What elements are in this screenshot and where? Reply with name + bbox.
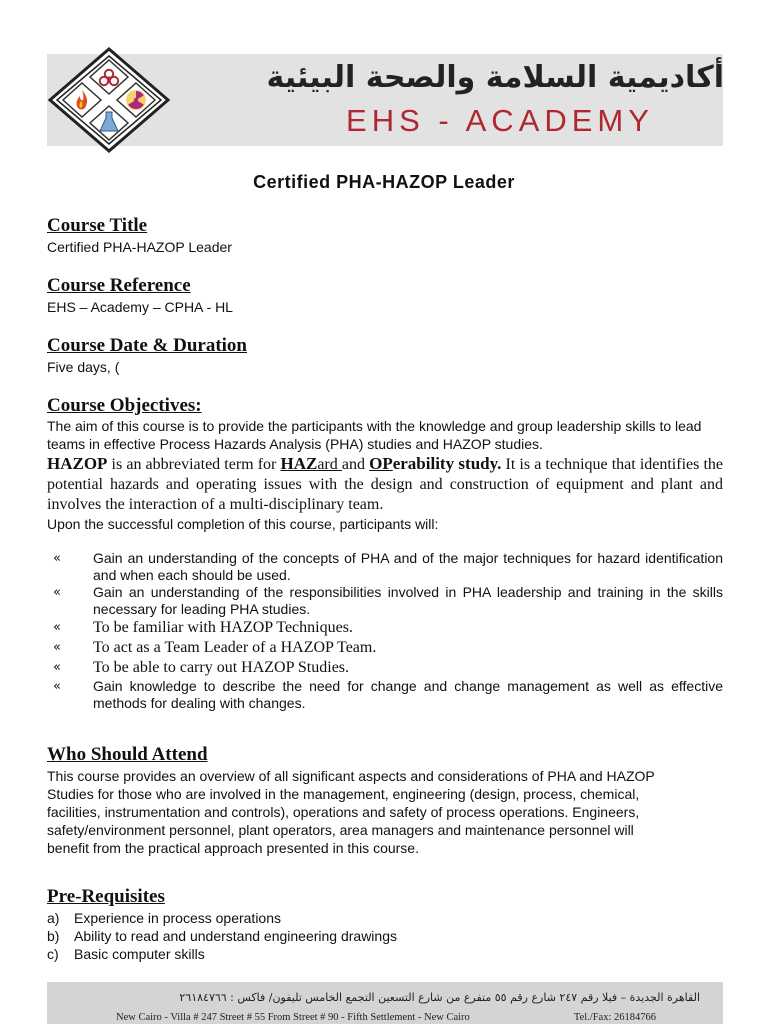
objectives-list <box>47 550 723 712</box>
footer-address: New Cairo - Villa # 247 Street # 55 From Street # 90 - Fifth Settlement - New Cairo <box>116 1012 470 1023</box>
hazop-text-1: is an abbreviated term for <box>107 456 281 473</box>
hazop-op: OP <box>369 454 393 473</box>
attend-line: benefit from the practical approach presented in this course. <box>47 840 419 856</box>
academy-english-name: EHS - ACADEMY <box>346 103 654 138</box>
list-marker: a) <box>47 910 60 926</box>
list-item <box>47 550 723 584</box>
document-title: Certified PHA-HAZOP Leader <box>253 172 515 192</box>
attend-line: This course provides an overview of all significant aspects and considerations of PHA and HAZOP <box>47 768 655 784</box>
hazop-erability: erability study. <box>392 454 502 473</box>
bullet-icon: « <box>53 679 61 694</box>
bullet-icon: « <box>53 640 61 655</box>
footer-phone: Tel./Fax: 26184766 <box>573 1012 656 1023</box>
hazop-term: HAZOP <box>47 454 108 473</box>
bullet-icon: « <box>53 551 61 566</box>
objective-text: To act as a Team Leader of a HAZOP Team. <box>93 639 377 656</box>
objectives-intro: The aim of this course is to provide the participants with the knowledge and group leadership skills to lead teams in effective Process Hazards Analysis (PHA) studies and HAZOP studies. <box>47 418 702 452</box>
list-item <box>47 584 723 618</box>
attend-line: Studies for those who are involved in the management, engineering (design, process, chemical, <box>47 786 640 802</box>
footer-english-address <box>116 1012 656 1023</box>
list-item <box>47 618 723 638</box>
bullet-icon: « <box>53 620 61 635</box>
objective-text: Gain an understanding of the concepts of PHA and of the major techniques for hazard identification and when each should be used. <box>93 550 723 583</box>
list-item <box>47 658 723 678</box>
prerequisites-list <box>47 909 397 963</box>
hazop-definition <box>47 454 723 515</box>
list-item <box>47 678 723 712</box>
attend-line: facilities, instrumentation and controls), operations and safety of process operations. Engineers, <box>47 804 640 820</box>
prerequisites-heading: Pre-Requisites <box>47 886 165 907</box>
list-marker: b) <box>47 928 60 944</box>
course-title-text: Certified PHA-HAZOP Leader <box>47 239 232 255</box>
objective-text: Gain knowledge to describe the need for change and change management as well as effective methods for dealing with changes. <box>93 678 723 711</box>
course-date-heading: Course Date & Duration <box>47 335 248 356</box>
list-item <box>47 638 723 658</box>
hazop-and: and <box>341 456 370 473</box>
attend-line: safety/environment personnel, plant operators, area managers and maintenance personnel will <box>47 822 634 838</box>
course-objectives-heading: Course Objectives: <box>47 395 202 416</box>
prerequisite-text: Ability to read and understand engineering drawings <box>74 928 397 944</box>
hazop-ard: ard <box>317 456 342 473</box>
academy-arabic-name: أكاديمية السلامة والصحة البيئية <box>266 60 724 95</box>
course-title-heading: Course Title <box>47 215 148 236</box>
list-item <box>47 927 397 945</box>
hazop-haz: HAZ <box>280 454 318 473</box>
objective-text: To be familiar with HAZOP Techniques. <box>93 619 353 636</box>
list-item <box>47 945 397 963</box>
who-should-attend-heading: Who Should Attend <box>47 744 208 765</box>
list-marker: c) <box>47 946 59 962</box>
ehs-academy-logo <box>47 46 171 154</box>
objective-text: To be able to carry out HAZOP Studies. <box>93 659 350 676</box>
bullet-icon: « <box>53 660 61 675</box>
list-item <box>47 909 397 927</box>
prerequisite-text: Experience in process operations <box>74 910 282 926</box>
footer-arabic-address: القاهرة الجديدة – فيلا رقم ٢٤٧ شارع رقم ٥٥ متفرع من شارع التسعين التجمع الخامس تليفون/ فاكس : ٢٦١٨٤٧٦٦ <box>179 991 700 1004</box>
completion-intro: Upon the successful completion of this course, participants will: <box>47 516 439 532</box>
course-reference-heading: Course Reference <box>47 275 191 296</box>
course-date-text: Five days, ( <box>47 359 120 375</box>
prerequisite-text: Basic computer skills <box>74 946 205 962</box>
course-reference-text: EHS – Academy – CPHA - HL <box>47 299 233 315</box>
bullet-icon: « <box>53 585 61 600</box>
objective-text: Gain an understanding of the responsibilities involved in PHA leadership and training in the skills necessary for leading PHA studies. <box>93 584 723 617</box>
hazop-text-2: It is a technique that identifies the potential hazards and operating issues with the design and construction of equipment and plant and involves the interaction of a multi-disciplinary team. <box>47 456 724 513</box>
